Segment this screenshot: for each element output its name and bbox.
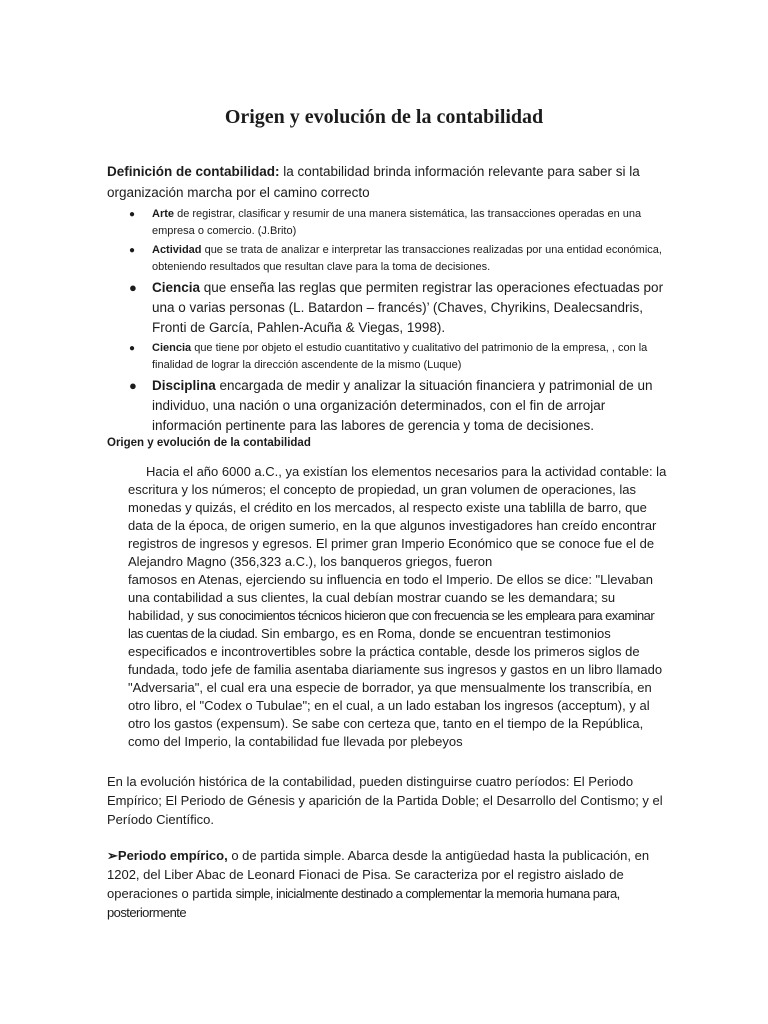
arrow-icon: ➢ xyxy=(107,848,118,863)
list-item xyxy=(107,242,667,276)
section-heading: Origen y evolución de la contabilidad xyxy=(107,437,311,449)
history-text-2: famosos en Atenas, ejerciendo su influencia en todo el Imperio. De ellos se dice: "Llevaban una contabilidad a sus clientes, la cual debían mostrar cuando se les demandara; su habilidad, y xyxy=(128,572,653,623)
definition-label: Definición de contabilidad: xyxy=(107,164,280,179)
list-item xyxy=(107,376,667,436)
list-item xyxy=(107,340,667,374)
bullet-text: que se trata de analizar e interpretar las transacciones realizadas por una entidad económica, obteniendo resultados que resultan clave para la toma de decisiones. xyxy=(152,244,662,273)
page-title: Origen y evolución de la contabilidad xyxy=(224,106,544,128)
definitions-list xyxy=(107,206,667,438)
empirico-paragraph xyxy=(107,846,667,922)
history-text-3: sus conocimientos técnicos hicieron que con frecuencia se les empleara para examinar las cuentas de la ciudad. xyxy=(128,608,655,641)
bullet-term: Ciencia xyxy=(152,342,192,354)
definition-paragraph xyxy=(107,161,667,203)
bullet-text: que tiene por objeto el estudio cuantitativo y cualitativo del patrimonio de la empresa, , con la finalidad de lograr la dirección ascendente de la mismo (Luque) xyxy=(152,342,648,371)
bullet-icon: ● xyxy=(129,245,136,256)
empirico-text: o de partida simple. Abarca desde la antigüedad hasta la publicación, en 1202, del Liber Abac de Leonard Fionaci de Pisa. Se caracteriza por el registro aislado de operaciones o partida xyxy=(107,848,650,901)
bullet-term: Disciplina xyxy=(152,378,216,393)
history-text-4: Sin embargo, es en Roma, donde se encuentran testimonios especificados e incontrovertibles sobre la práctica contable, desde los primeros siglos de fundada, todo jefe de familia asentaba diariamente sus ingresos y gastos en un libro llamado "Adversaria", el cual era una especie de borrador, ya que mensualmente los transcribía, en otro libro, el "Codex o Tubulae"; en el cual, a un lado estaban los ingresos (acceptum), y al otro los gastos (expensum). Se sabe con certeza que, tanto en el tiempo de la República, como del Imperio, la contabilidad fue llevada por plebeyos xyxy=(128,626,663,749)
history-text-1: Hacia el año 6000 a.C., ya existían los elementos necesarios para la actividad contable: la escritura y los números; el concepto de propiedad, un gran volumen de operaciones, las monedas y quizás, el crédito en los mercados, al respecto existe una tablilla de barro, que data de la época, de origen sumerio, en la que algunos investigadores han creído encontrar registros de ingresos y egresos. El primer gran Imperio Económico que se conoce fue el de Alejandro Magno (356,323 a.C.), los banqueros griegos, fueron xyxy=(128,464,667,569)
bullet-text: de registrar, clasificar y resumir de una manera sistemática, las transacciones operadas en una empresa o comercio. (J.Brito) xyxy=(152,208,642,237)
bullet-term: Arte xyxy=(152,208,175,220)
bullet-icon: ● xyxy=(129,209,136,220)
definition-text: la contabilidad brinda información relevante para saber si la organización marcha por el camino correcto xyxy=(107,164,640,200)
bullet-icon: ● xyxy=(129,280,137,295)
bullet-icon: ● xyxy=(129,343,136,354)
bullet-term: Ciencia xyxy=(152,280,201,295)
bullet-text: encargada de medir y analizar la situación financiera y patrimonial de un individuo, una nación o una organización determinados, con el fin de arrojar información pertinente para las labores de gerencia y toma de decisiones. xyxy=(152,378,653,433)
bullet-icon: ● xyxy=(129,378,137,393)
list-item xyxy=(107,278,667,338)
empirico-text-squeezed: simple, inicialmente destinado a complementar la memoria humana para, posteriormente xyxy=(107,886,620,920)
history-paragraph xyxy=(128,463,668,751)
bullet-text: que enseña las reglas que permiten registrar las operaciones efectuadas por una o varias personas (L. Batardon – francés)’ (Chaves, Chyrikins, Dealecsandris, Fronti de García, Pahlen-Acuña & Viegas, 1998). xyxy=(152,280,664,335)
empirico-term: Periodo empírico, xyxy=(117,848,228,863)
evolution-paragraph: En la evolución histórica de la contabilidad, pueden distinguirse cuatro períodos: El Periodo Empírico; El Periodo de Génesis y aparición de la Partida Doble; el Desarrollo del Contismo; y el Período Científico. xyxy=(107,774,663,827)
bullet-term: Actividad xyxy=(152,244,202,256)
list-item xyxy=(107,206,667,240)
